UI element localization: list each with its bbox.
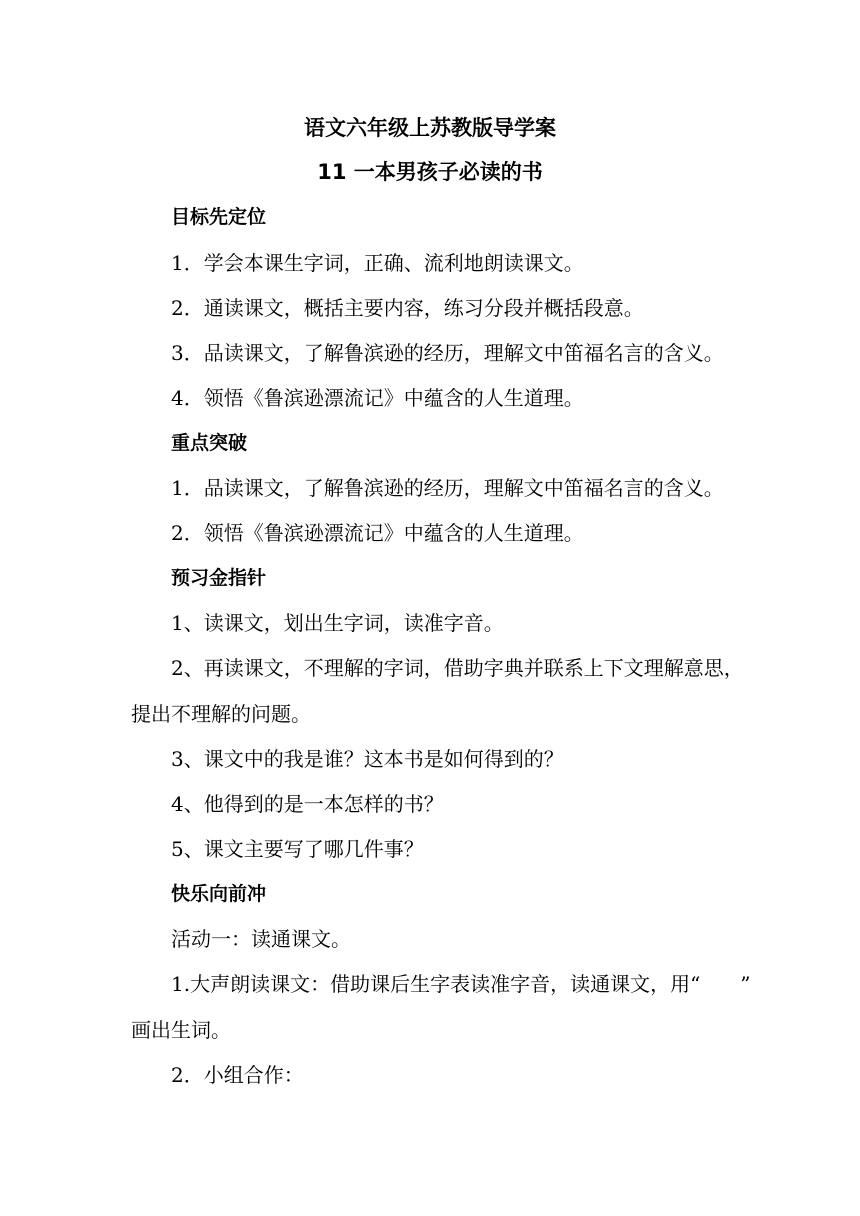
practice-step: 1.大声朗读课文：借助课后生字表读准字音，读通课文，用“ ” <box>171 972 751 996</box>
goal-item: 2．通读课文，概括主要内容，练习分段并概括段意。 <box>171 296 644 320</box>
lesson-title: 11 一本男孩子必读的书 <box>317 160 543 184</box>
preview-item: 2、再读课文，不理解的字词，借助字典并联系上下文理解意思， <box>171 656 744 680</box>
section-heading-focus: 重点突破 <box>171 432 248 454</box>
focus-item: 2．领悟《鲁滨逊漂流记》中蕴含的人生道理。 <box>171 521 584 545</box>
preview-item: 4、他得到的是一本怎样的书？ <box>171 792 444 816</box>
section-heading-practice: 快乐向前冲 <box>171 883 267 905</box>
section-heading-preview: 预习金指针 <box>171 567 267 589</box>
practice-step: 2．小组合作： <box>171 1063 304 1087</box>
goal-item: 3．品读课文，了解鲁滨逊的经历，理解文中笛福名言的含义。 <box>171 341 724 365</box>
focus-item: 1．品读课文，了解鲁滨逊的经历，理解文中笛福名言的含义。 <box>171 476 724 500</box>
goal-item: 1．学会本课生字词，正确、流利地朗读课文。 <box>171 251 584 275</box>
document-title: 语文六年级上苏教版导学案 <box>304 116 556 140</box>
preview-item: 3、课文中的我是谁？这本书是如何得到的？ <box>171 747 564 771</box>
section-heading-goals: 目标先定位 <box>171 206 267 228</box>
preview-item-continuation: 提出不理解的问题。 <box>131 702 311 726</box>
preview-item: 1、读课文，划出生字词，读准字音。 <box>171 611 504 635</box>
goal-item: 4．领悟《鲁滨逊漂流记》中蕴含的人生道理。 <box>171 386 584 410</box>
practice-step-continuation: 画出生词。 <box>131 1018 231 1042</box>
preview-item: 5、课文主要写了哪几件事？ <box>171 837 424 861</box>
activity-title: 活动一：读通课文。 <box>171 927 351 951</box>
